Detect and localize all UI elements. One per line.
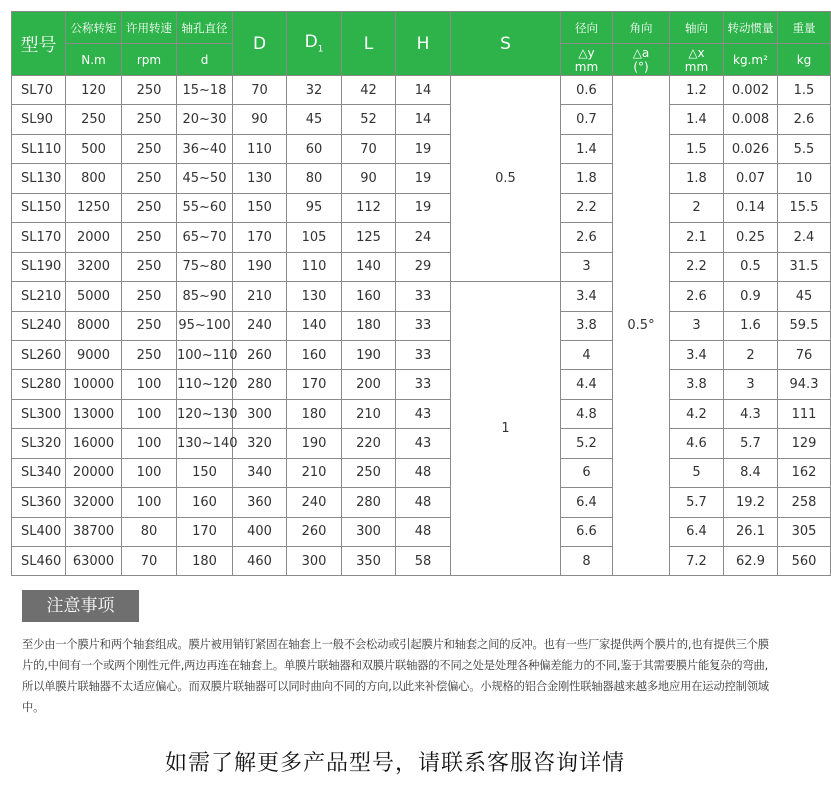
header-H: H	[396, 12, 451, 76]
cell-axial: 3.4	[670, 340, 724, 369]
cell-torque: 16000	[66, 429, 122, 458]
header-radial: 径向	[561, 12, 613, 44]
cell-D1: 32	[287, 76, 342, 105]
cell-torque: 8000	[66, 311, 122, 340]
header-model: 型号	[12, 12, 66, 76]
cell-model: SL460	[12, 547, 66, 576]
cell-bore: 20~30	[177, 105, 233, 134]
cell-inertia: 0.008	[724, 105, 778, 134]
table-row	[12, 370, 831, 399]
cell-D: 190	[233, 252, 287, 281]
cell-L: 70	[342, 134, 396, 163]
header-D1-sub: 1	[317, 44, 324, 55]
cell-axial: 4.2	[670, 399, 724, 428]
cell-model: SL70	[12, 76, 66, 105]
cell-inertia: 0.002	[724, 76, 778, 105]
cell-D1: 95	[287, 193, 342, 222]
cell-D: 260	[233, 340, 287, 369]
cell-weight: 5.5	[778, 134, 831, 163]
cell-radial: 0.6	[561, 76, 613, 105]
header-weight: 重量	[778, 12, 831, 44]
cell-bore: 45~50	[177, 164, 233, 193]
unit-angular-deg: (°)	[633, 59, 649, 74]
cell-model: SL280	[12, 370, 66, 399]
header-S: S	[451, 12, 561, 76]
table-row	[12, 252, 831, 281]
cell-inertia: 0.5	[724, 252, 778, 281]
cell-L: 210	[342, 399, 396, 428]
cell-inertia: 4.3	[724, 399, 778, 428]
cell-L: 90	[342, 164, 396, 193]
table-row	[12, 76, 831, 105]
cell-model: SL360	[12, 488, 66, 517]
table-row	[12, 105, 831, 134]
cell-weight: 305	[778, 517, 831, 546]
table-row	[12, 164, 831, 193]
cell-torque: 800	[66, 164, 122, 193]
cell-H: 33	[396, 370, 451, 399]
cell-D1: 210	[287, 458, 342, 487]
cell-model: SL90	[12, 105, 66, 134]
cell-torque: 9000	[66, 340, 122, 369]
cell-D: 210	[233, 282, 287, 311]
header-axial: 轴向	[670, 12, 724, 44]
cell-L: 52	[342, 105, 396, 134]
cell-speed: 250	[122, 76, 177, 105]
table-row	[12, 340, 831, 369]
cell-inertia: 3	[724, 370, 778, 399]
cell-model: SL170	[12, 223, 66, 252]
cell-torque: 13000	[66, 399, 122, 428]
table-row	[12, 547, 831, 576]
unit-speed: rpm	[122, 44, 177, 76]
cell-bore: 55~60	[177, 193, 233, 222]
cell-L: 220	[342, 429, 396, 458]
cell-D: 300	[233, 399, 287, 428]
cell-D1: 45	[287, 105, 342, 134]
table-row	[12, 311, 831, 340]
table-row	[12, 399, 831, 428]
cell-speed: 70	[122, 547, 177, 576]
header-D: D	[233, 12, 287, 76]
cell-radial: 6.4	[561, 488, 613, 517]
cell-L: 250	[342, 458, 396, 487]
cell-speed: 250	[122, 223, 177, 252]
table-row	[12, 517, 831, 546]
table-row	[12, 193, 831, 222]
cell-weight: 111	[778, 399, 831, 428]
cell-speed: 250	[122, 105, 177, 134]
cell-D1: 110	[287, 252, 342, 281]
cell-H: 14	[396, 105, 451, 134]
cell-weight: 76	[778, 340, 831, 369]
cell-axial: 3.8	[670, 370, 724, 399]
cell-L: 300	[342, 517, 396, 546]
unit-weight: kg	[778, 44, 831, 76]
cell-radial: 3.8	[561, 311, 613, 340]
cell-weight: 31.5	[778, 252, 831, 281]
unit-angular	[613, 44, 670, 76]
cell-H: 14	[396, 76, 451, 105]
spec-table	[11, 11, 831, 576]
cell-radial: 8	[561, 547, 613, 576]
cell-angular: 0.5°	[613, 76, 670, 576]
cell-H: 43	[396, 429, 451, 458]
cell-D1: 170	[287, 370, 342, 399]
cell-axial: 1.2	[670, 76, 724, 105]
cell-D1: 300	[287, 547, 342, 576]
cell-torque: 2000	[66, 223, 122, 252]
cell-speed: 100	[122, 429, 177, 458]
cell-model: SL260	[12, 340, 66, 369]
cell-H: 33	[396, 311, 451, 340]
notice-description: 至少由一个膜片和两个轴套组成。膜片被用销钉紧固在轴套上一般不会松动或引起膜片和轴套之间的反冲。也有一些厂家提供两个膜片的,也有提供三个膜片的,中间有一个或两个刚性元件,两边再连在轴套上。单膜片联轴器和双膜片联轴器的不同之处是处理各种偏差能力的不同,鉴于其需要膜片能复杂的弯曲,所以单膜片联轴器不太适应偏心。而双膜片联轴器可以同时曲向不同的方向,以此来补偿偏心。小规格的铝合金刚性联轴器越来越多地应用在运动控制领域中。	[22, 638, 769, 714]
cell-D1: 140	[287, 311, 342, 340]
cell-axial: 1.4	[670, 105, 724, 134]
cell-axial: 1.8	[670, 164, 724, 193]
cell-bore: 180	[177, 547, 233, 576]
cell-radial: 1.8	[561, 164, 613, 193]
cell-H: 33	[396, 282, 451, 311]
cell-weight: 560	[778, 547, 831, 576]
unit-axial-symbol: △x	[688, 45, 705, 60]
cell-L: 180	[342, 311, 396, 340]
cell-torque: 1250	[66, 193, 122, 222]
cell-axial: 2.1	[670, 223, 724, 252]
unit-radial	[561, 44, 613, 76]
cell-D1: 180	[287, 399, 342, 428]
cell-model: SL150	[12, 193, 66, 222]
cell-weight: 2.6	[778, 105, 831, 134]
table-row	[12, 488, 831, 517]
cell-L: 280	[342, 488, 396, 517]
cell-model: SL400	[12, 517, 66, 546]
cell-inertia: 26.1	[724, 517, 778, 546]
cell-D1: 260	[287, 517, 342, 546]
cell-D1: 130	[287, 282, 342, 311]
cell-D: 90	[233, 105, 287, 134]
header-torque: 公称转矩	[66, 12, 122, 44]
cell-model: SL320	[12, 429, 66, 458]
cell-speed: 100	[122, 458, 177, 487]
cell-axial: 5.7	[670, 488, 724, 517]
cell-inertia: 0.25	[724, 223, 778, 252]
header-bore: 轴孔直径	[177, 12, 233, 44]
unit-radial-symbol: △y	[578, 45, 595, 60]
cell-axial: 2.6	[670, 282, 724, 311]
cell-H: 48	[396, 458, 451, 487]
cell-axial: 2.2	[670, 252, 724, 281]
cell-torque: 63000	[66, 547, 122, 576]
cell-speed: 100	[122, 399, 177, 428]
cell-bore: 75~80	[177, 252, 233, 281]
cell-torque: 38700	[66, 517, 122, 546]
cell-speed: 100	[122, 370, 177, 399]
unit-torque: N.m	[66, 44, 122, 76]
cell-inertia: 62.9	[724, 547, 778, 576]
cell-model: SL210	[12, 282, 66, 311]
cell-bore: 100~110	[177, 340, 233, 369]
cell-H: 48	[396, 517, 451, 546]
cell-weight: 45	[778, 282, 831, 311]
unit-radial-mm: mm	[574, 59, 599, 74]
cell-inertia: 2	[724, 340, 778, 369]
cell-radial: 6	[561, 458, 613, 487]
cell-axial: 5	[670, 458, 724, 487]
cell-axial: 1.5	[670, 134, 724, 163]
cell-D1: 80	[287, 164, 342, 193]
cell-inertia: 1.6	[724, 311, 778, 340]
unit-axial-mm: mm	[684, 59, 709, 74]
unit-bore: d	[177, 44, 233, 76]
cell-L: 200	[342, 370, 396, 399]
cell-radial: 2.6	[561, 223, 613, 252]
cell-H: 19	[396, 134, 451, 163]
cell-s-group-1: 0.5	[451, 76, 561, 282]
cell-axial: 4.6	[670, 429, 724, 458]
cell-axial: 2	[670, 193, 724, 222]
cell-H: 58	[396, 547, 451, 576]
cell-D1: 105	[287, 223, 342, 252]
cell-radial: 3	[561, 252, 613, 281]
cell-axial: 6.4	[670, 517, 724, 546]
cell-model: SL110	[12, 134, 66, 163]
cell-inertia: 0.07	[724, 164, 778, 193]
cell-D1: 160	[287, 340, 342, 369]
cell-L: 125	[342, 223, 396, 252]
header-D1	[287, 12, 342, 76]
cell-D: 460	[233, 547, 287, 576]
cell-inertia: 8.4	[724, 458, 778, 487]
table-row	[12, 223, 831, 252]
cell-weight: 15.5	[778, 193, 831, 222]
spec-table-body	[12, 76, 831, 576]
cell-H: 33	[396, 340, 451, 369]
notice-title: 注意事项	[22, 590, 139, 622]
cell-bore: 170	[177, 517, 233, 546]
cell-weight: 162	[778, 458, 831, 487]
cell-bore: 130~140	[177, 429, 233, 458]
cell-D: 130	[233, 164, 287, 193]
table-row	[12, 458, 831, 487]
cell-D: 320	[233, 429, 287, 458]
cell-speed: 250	[122, 282, 177, 311]
cell-weight: 59.5	[778, 311, 831, 340]
cell-H: 29	[396, 252, 451, 281]
cell-axial: 7.2	[670, 547, 724, 576]
cell-bore: 150	[177, 458, 233, 487]
cell-L: 42	[342, 76, 396, 105]
cell-weight: 2.4	[778, 223, 831, 252]
cell-axial: 3	[670, 311, 724, 340]
header-speed: 许用转速	[122, 12, 177, 44]
unit-inertia: kg.m²	[724, 44, 778, 76]
cell-inertia: 0.9	[724, 282, 778, 311]
cell-model: SL240	[12, 311, 66, 340]
cell-L: 112	[342, 193, 396, 222]
unit-axial	[670, 44, 724, 76]
cell-torque: 120	[66, 76, 122, 105]
cell-speed: 250	[122, 252, 177, 281]
cell-weight: 258	[778, 488, 831, 517]
cell-radial: 4.8	[561, 399, 613, 428]
cell-radial: 1.4	[561, 134, 613, 163]
cell-torque: 3200	[66, 252, 122, 281]
cell-torque: 5000	[66, 282, 122, 311]
header-L: L	[342, 12, 396, 76]
cell-bore: 120~130	[177, 399, 233, 428]
cell-model: SL190	[12, 252, 66, 281]
table-row	[12, 429, 831, 458]
cell-D: 70	[233, 76, 287, 105]
cell-inertia: 5.7	[724, 429, 778, 458]
cell-D: 360	[233, 488, 287, 517]
cell-radial: 2.2	[561, 193, 613, 222]
cell-D: 150	[233, 193, 287, 222]
cell-D1: 60	[287, 134, 342, 163]
table-row	[12, 282, 831, 311]
cell-torque: 250	[66, 105, 122, 134]
cell-L: 140	[342, 252, 396, 281]
cell-radial: 6.6	[561, 517, 613, 546]
cell-weight: 10	[778, 164, 831, 193]
cell-D1: 240	[287, 488, 342, 517]
cell-bore: 85~90	[177, 282, 233, 311]
cell-weight: 94.3	[778, 370, 831, 399]
cell-H: 48	[396, 488, 451, 517]
cell-weight: 1.5	[778, 76, 831, 105]
cell-bore: 65~70	[177, 223, 233, 252]
unit-angular-symbol: △a	[632, 45, 650, 60]
cell-bore: 15~18	[177, 76, 233, 105]
cell-D1: 190	[287, 429, 342, 458]
cell-bore: 36~40	[177, 134, 233, 163]
cell-speed: 250	[122, 340, 177, 369]
cell-torque: 32000	[66, 488, 122, 517]
cell-speed: 250	[122, 193, 177, 222]
cell-speed: 100	[122, 488, 177, 517]
cell-D: 170	[233, 223, 287, 252]
header-angular: 角向	[613, 12, 670, 44]
cell-speed: 250	[122, 134, 177, 163]
cell-bore: 110~120	[177, 370, 233, 399]
cell-bore: 160	[177, 488, 233, 517]
cell-weight: 129	[778, 429, 831, 458]
cell-s-group-2: 1	[451, 282, 561, 576]
cell-L: 190	[342, 340, 396, 369]
cell-radial: 4.4	[561, 370, 613, 399]
cell-torque: 20000	[66, 458, 122, 487]
cell-radial: 5.2	[561, 429, 613, 458]
cell-speed: 250	[122, 164, 177, 193]
cell-radial: 3.4	[561, 282, 613, 311]
contact-footer: 如需了解更多产品型号，请联系客服咨询详情	[164, 751, 625, 776]
header-inertia: 转动惯量	[724, 12, 778, 44]
cell-radial: 4	[561, 340, 613, 369]
cell-speed: 250	[122, 311, 177, 340]
cell-L: 160	[342, 282, 396, 311]
cell-H: 43	[396, 399, 451, 428]
cell-H: 19	[396, 164, 451, 193]
table-row	[12, 134, 831, 163]
cell-bore: 95~100	[177, 311, 233, 340]
header-D1-main: D	[304, 32, 318, 53]
cell-speed: 80	[122, 517, 177, 546]
cell-inertia: 0.026	[724, 134, 778, 163]
cell-model: SL130	[12, 164, 66, 193]
cell-torque: 500	[66, 134, 122, 163]
cell-D: 280	[233, 370, 287, 399]
cell-D: 340	[233, 458, 287, 487]
cell-H: 24	[396, 223, 451, 252]
cell-D: 110	[233, 134, 287, 163]
cell-inertia: 19.2	[724, 488, 778, 517]
cell-D: 240	[233, 311, 287, 340]
cell-torque: 10000	[66, 370, 122, 399]
cell-model: SL300	[12, 399, 66, 428]
cell-radial: 0.7	[561, 105, 613, 134]
cell-H: 19	[396, 193, 451, 222]
cell-inertia: 0.14	[724, 193, 778, 222]
cell-L: 350	[342, 547, 396, 576]
cell-D: 400	[233, 517, 287, 546]
cell-model: SL340	[12, 458, 66, 487]
